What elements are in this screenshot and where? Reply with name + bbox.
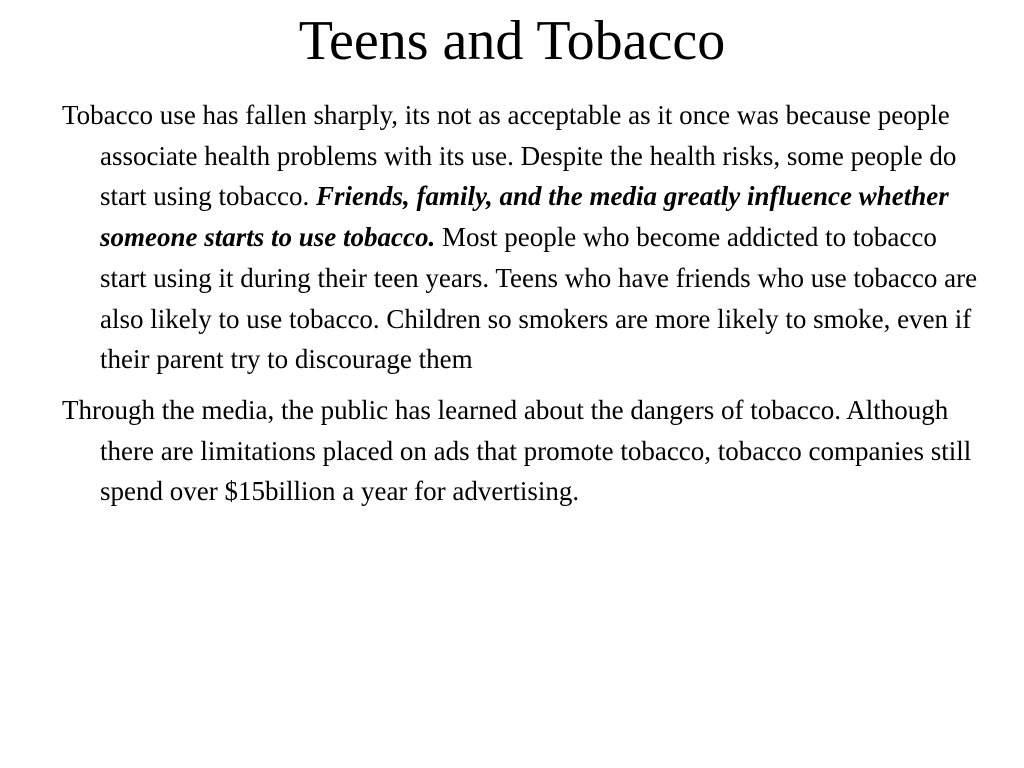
paragraph-media-advertising: Through the media, the public has learned about the dangers of tobacco. Although there are limitations placed on ads that promote tobacco, tobacco companies still spend over $15billion a year for advertising.	[62, 394, 972, 507]
paragraph-1-text-end: Most people who become addicted to tobacco start using it during their teen years. Teens who have friends who use tobacco are also likely to use tobacco. Children so smokers are more likely to smoke, even if their parent try to discourage them	[100, 222, 978, 375]
slide-title: Teens and Tobacco	[298, 10, 726, 72]
paragraph-tobacco-influences	[62, 95, 982, 380]
paragraph-1-emphasis: Friends, family, and the media greatly influence whether someone starts to use tobacco.	[100, 181, 949, 253]
paragraph-1-text-start: Tobacco use has fallen sharply, its not as acceptable as it once was because people associate health problems with its use. Despite the health risks, some people do start using tobacco.	[62, 100, 957, 212]
slide-body	[62, 95, 982, 522]
